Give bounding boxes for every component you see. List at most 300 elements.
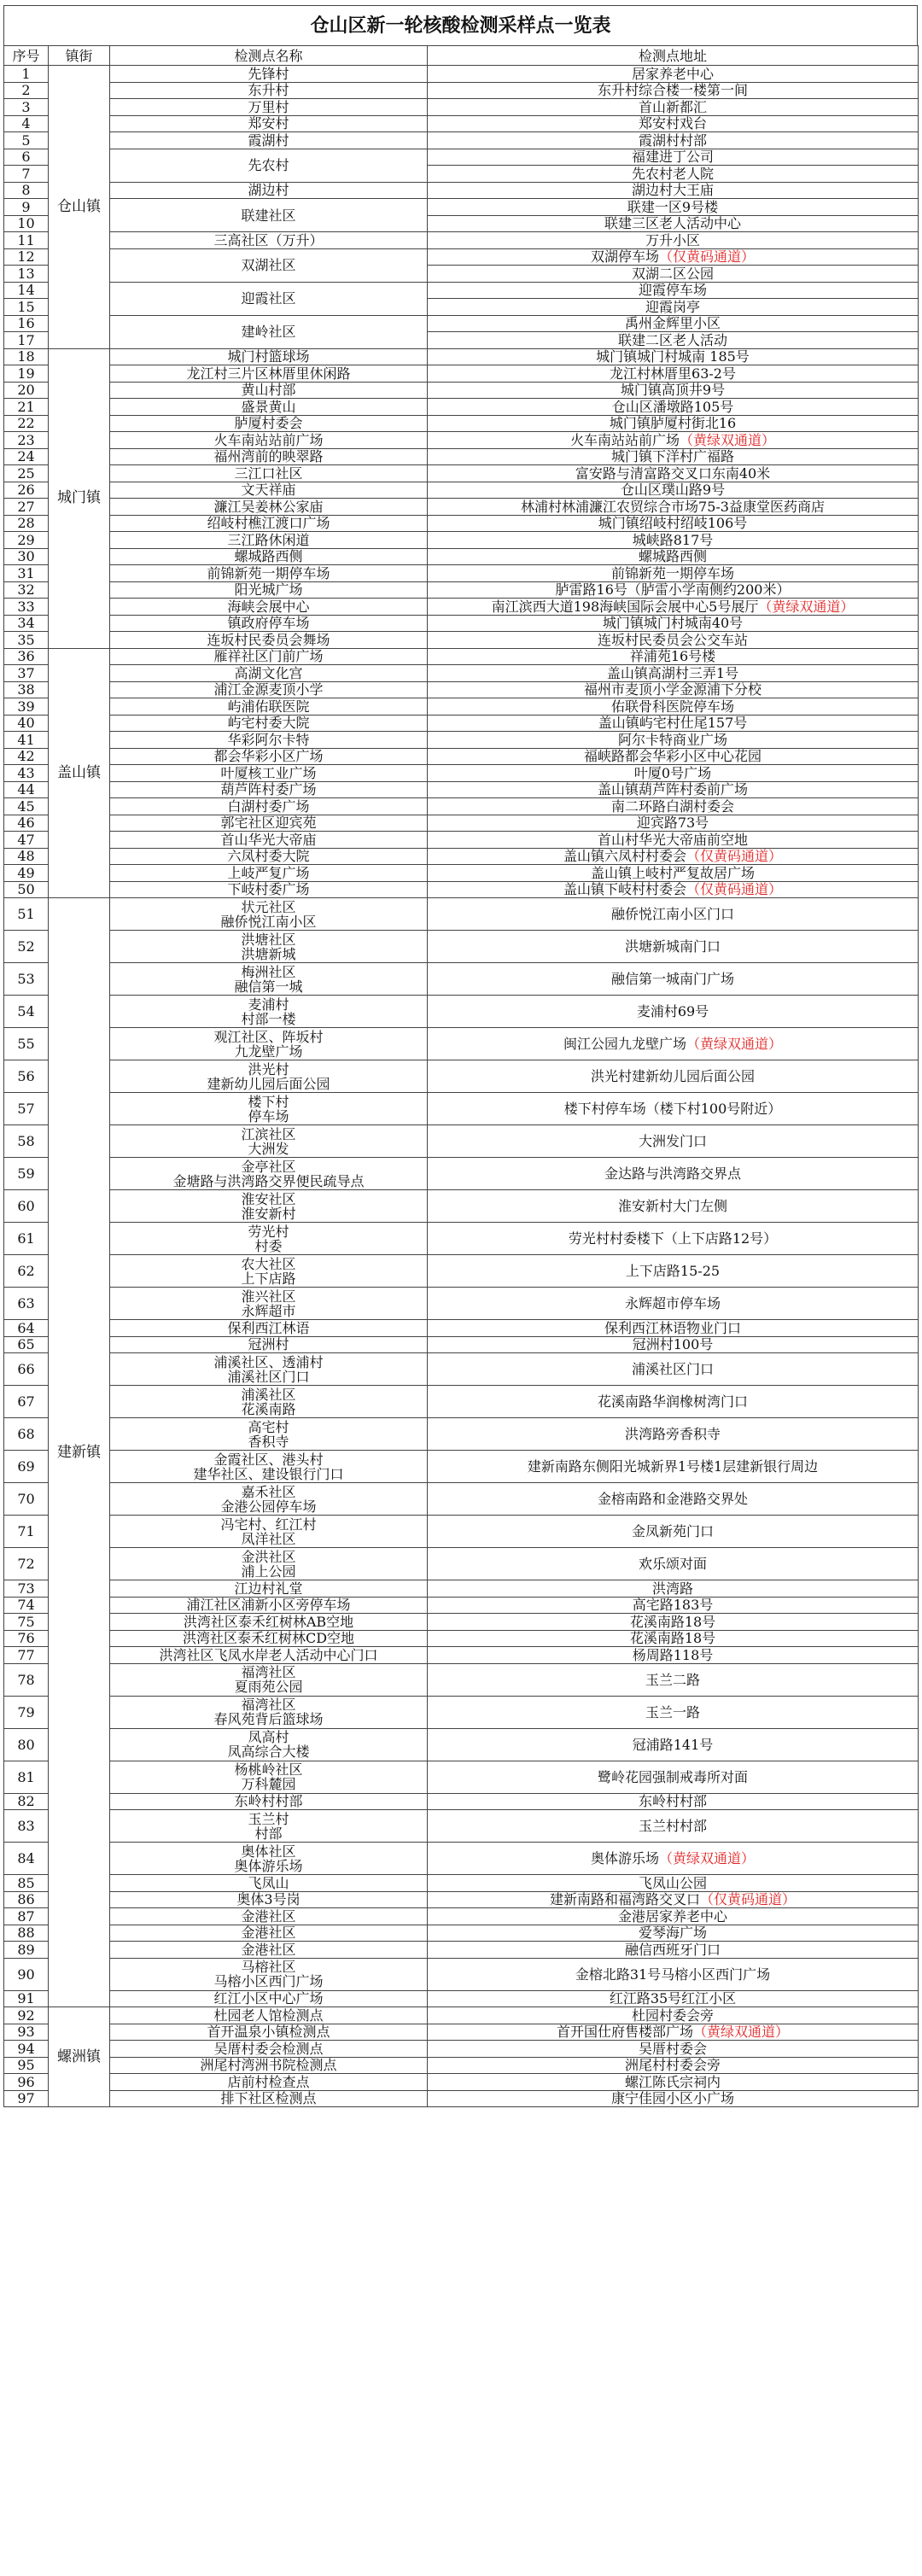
address-text: 融信西班牙门口 xyxy=(624,1941,721,1958)
table-row xyxy=(4,182,919,199)
site-name: 湖边村 xyxy=(110,182,428,199)
address-text: 佑联骨科医院停车场 xyxy=(610,698,734,715)
site-address xyxy=(428,1925,919,1942)
table-row xyxy=(4,1548,919,1580)
site-address xyxy=(428,615,919,632)
header-no: 序号 xyxy=(4,46,49,66)
address-text: 螺江陈氏宗祠内 xyxy=(624,2073,721,2090)
table-row xyxy=(4,432,919,449)
site-address xyxy=(428,1990,919,2007)
site-name: 吴厝村委会检测点 xyxy=(110,2041,428,2058)
address-text: 欢乐颂对面 xyxy=(638,1556,707,1572)
row-number: 89 xyxy=(4,1942,49,1959)
table-row xyxy=(4,648,919,665)
site-address xyxy=(428,1483,919,1516)
site-address xyxy=(428,1386,919,1418)
site-name: 洪湾社区飞凤水岸老人活动中心门口 xyxy=(110,1647,428,1664)
table-row xyxy=(4,1483,919,1516)
town-cell: 城门镇 xyxy=(49,348,110,648)
address-text: 先农村老人院 xyxy=(631,165,714,182)
town-cell: 仓山镇 xyxy=(49,66,110,349)
row-number: 12 xyxy=(4,248,49,266)
site-name: 东升村 xyxy=(110,82,428,99)
row-number: 72 xyxy=(4,1548,49,1580)
address-text: 建新南路和福湾路交叉口 xyxy=(549,1891,700,1908)
address-text: 闽江公园九龙壁广场 xyxy=(563,1036,686,1052)
table-row xyxy=(4,748,919,765)
site-name: 观江社区、阵坂村 九龙壁广场 xyxy=(110,1028,428,1060)
row-number: 67 xyxy=(4,1386,49,1418)
site-name: 江滨社区 大洲发 xyxy=(110,1125,428,1158)
site-address xyxy=(428,1028,919,1060)
row-number: 29 xyxy=(4,532,49,549)
site-name: 梅洲社区 融信第一城 xyxy=(110,963,428,996)
site-address xyxy=(428,715,919,732)
table-row xyxy=(4,2057,919,2074)
address-text: 麦浦村69号 xyxy=(636,1003,709,1019)
site-name: 郭宅社区迎宾苑 xyxy=(110,815,428,832)
table-row xyxy=(4,1418,919,1451)
site-address xyxy=(428,1353,919,1386)
site-name: 劳光村 村委 xyxy=(110,1223,428,1255)
address-text: 花溪南路华润橡树湾门口 xyxy=(597,1393,748,1410)
site-name: 金霞社区、港头村 建华社区、建设银行门口 xyxy=(110,1451,428,1483)
site-address xyxy=(428,266,919,283)
site-address xyxy=(428,515,919,532)
site-name: 店前村检查点 xyxy=(110,2074,428,2091)
page-title: 仓山区新一轮核酸检测采样点一览表 xyxy=(3,5,918,45)
site-name: 六凤村委大院 xyxy=(110,848,428,865)
site-name: 高宅村 香积寺 xyxy=(110,1418,428,1451)
site-name: 胪厦村委会 xyxy=(110,415,428,432)
table-row xyxy=(4,1761,919,1793)
header-address: 检测点地址 xyxy=(428,46,919,66)
row-number: 8 xyxy=(4,182,49,199)
row-number: 70 xyxy=(4,1483,49,1516)
site-name: 状元社区 融侨悦江南小区 xyxy=(110,898,428,931)
row-number: 53 xyxy=(4,963,49,996)
site-name: 都会华彩小区广场 xyxy=(110,748,428,765)
channel-note: （仅黄码通道） xyxy=(659,248,756,266)
site-address xyxy=(428,781,919,798)
row-number: 45 xyxy=(4,798,49,815)
site-address xyxy=(428,1843,919,1875)
site-name: 屿浦佑联医院 xyxy=(110,698,428,716)
sampling-site-table xyxy=(3,45,919,2107)
address-text: 杨周路118号 xyxy=(632,1646,714,1663)
table-row xyxy=(4,532,919,549)
site-address xyxy=(428,399,919,416)
table-row xyxy=(4,1647,919,1664)
table-row xyxy=(4,1093,919,1125)
site-name: 三高社区（万升） xyxy=(110,232,428,249)
site-name: 玉兰村 村部 xyxy=(110,1810,428,1843)
site-address xyxy=(428,798,919,815)
row-number: 59 xyxy=(4,1158,49,1190)
address-text: 阿尔卡特商业广场 xyxy=(617,731,727,748)
site-address xyxy=(428,1418,919,1451)
row-number: 28 xyxy=(4,515,49,532)
row-number: 80 xyxy=(4,1728,49,1761)
address-text: 保利西江林语物业门口 xyxy=(604,1319,741,1336)
row-number: 3 xyxy=(4,99,49,116)
row-number: 4 xyxy=(4,115,49,132)
table-row xyxy=(4,1925,919,1942)
row-number: 23 xyxy=(4,432,49,449)
site-name: 三江口社区 xyxy=(110,465,428,482)
row-number: 65 xyxy=(4,1336,49,1353)
address-text: 城门镇城门村城南 185号 xyxy=(596,348,750,365)
site-address xyxy=(428,166,919,183)
table-row xyxy=(4,815,919,832)
site-name: 浦溪社区 花溪南路 xyxy=(110,1386,428,1418)
header-town: 镇街 xyxy=(49,46,110,66)
site-name: 高湖文化宫 xyxy=(110,665,428,682)
site-name: 先锋村 xyxy=(110,66,428,83)
row-number: 27 xyxy=(4,499,49,516)
table-row xyxy=(4,465,919,482)
site-address xyxy=(428,848,919,865)
table-row xyxy=(4,82,919,99)
address-text: 城门镇高顶井9号 xyxy=(620,382,726,399)
address-text: 城门镇胪厦村街北16 xyxy=(609,415,737,432)
row-number: 86 xyxy=(4,1891,49,1908)
address-text: 盖山镇下岐村村委会 xyxy=(563,881,686,898)
row-number: 56 xyxy=(4,1060,49,1093)
row-number: 15 xyxy=(4,299,49,316)
table-row xyxy=(4,848,919,865)
address-text: 飞凤山公园 xyxy=(638,1874,707,1891)
site-address xyxy=(428,2007,919,2024)
address-text: 联建三区老人活动中心 xyxy=(604,215,741,232)
table-row xyxy=(4,2024,919,2041)
address-text: 居家养老中心 xyxy=(631,65,714,82)
table-row xyxy=(4,232,919,249)
site-name: 浦江金源麦顶小学 xyxy=(110,681,428,698)
site-name: 金港社区 xyxy=(110,1925,428,1942)
site-address xyxy=(428,1663,919,1696)
table-row xyxy=(4,99,919,116)
row-number: 93 xyxy=(4,2024,49,2041)
row-number: 26 xyxy=(4,482,49,499)
site-address xyxy=(428,815,919,832)
site-address xyxy=(428,996,919,1028)
table-row xyxy=(4,1320,919,1337)
row-number: 85 xyxy=(4,1875,49,1892)
address-text: 叶厦0号广场 xyxy=(633,764,712,781)
site-address xyxy=(428,1223,919,1255)
row-number: 64 xyxy=(4,1320,49,1337)
table-row xyxy=(4,681,919,698)
site-address xyxy=(428,732,919,749)
row-number: 20 xyxy=(4,382,49,399)
row-number: 46 xyxy=(4,815,49,832)
address-text: 金港居家养老中心 xyxy=(617,1907,727,1925)
site-address xyxy=(428,149,919,166)
address-text: 上下店路15-25 xyxy=(625,1263,721,1279)
row-number: 14 xyxy=(4,282,49,299)
site-address xyxy=(428,1516,919,1548)
address-text: 盖山镇葫芦阵村委前广场 xyxy=(597,781,748,798)
row-number: 96 xyxy=(4,2074,49,2091)
address-text: 火车南站站前广场 xyxy=(569,431,680,448)
row-number: 21 xyxy=(4,399,49,416)
table-row xyxy=(4,1630,919,1647)
site-address xyxy=(428,415,919,432)
town-cell: 建新镇 xyxy=(49,898,110,2007)
site-name: 阳光城广场 xyxy=(110,581,428,599)
site-address xyxy=(428,1630,919,1647)
channel-note: （仅黄码通道） xyxy=(686,848,783,865)
site-address xyxy=(428,532,919,549)
site-name: 连坂村民委员会舞场 xyxy=(110,632,428,649)
site-address xyxy=(428,199,919,216)
site-name: 凤高村 凤高综合大楼 xyxy=(110,1728,428,1761)
site-address xyxy=(428,1288,919,1320)
site-address xyxy=(428,1810,919,1843)
site-name: 洪塘社区 洪塘新城 xyxy=(110,931,428,963)
row-number: 63 xyxy=(4,1288,49,1320)
table-row xyxy=(4,1451,919,1483)
address-text: 城门镇城门村城南40号 xyxy=(602,615,744,632)
table-row xyxy=(4,765,919,782)
site-name: 白湖村委广场 xyxy=(110,798,428,815)
address-text: 盖山镇屿宅村仕尾157号 xyxy=(598,715,748,732)
address-text: 禹州金辉里小区 xyxy=(624,315,721,332)
address-text: 奥体游乐场 xyxy=(590,1850,659,1866)
table-row xyxy=(4,996,919,1028)
site-name: 叶厦核工业广场 xyxy=(110,765,428,782)
site-address xyxy=(428,215,919,232)
site-address xyxy=(428,99,919,116)
site-address xyxy=(428,1761,919,1793)
address-text: 玉兰一路 xyxy=(645,1703,700,1720)
row-number: 48 xyxy=(4,848,49,865)
address-text: 洪湾路旁香积寺 xyxy=(624,1426,721,1442)
table-row xyxy=(4,1728,919,1761)
site-name: 绍岐村樵江渡口广场 xyxy=(110,515,428,532)
site-name: 联建社区 xyxy=(110,199,428,232)
table-row xyxy=(4,282,919,299)
site-address xyxy=(428,963,919,996)
site-name: 火车南站站前广场 xyxy=(110,432,428,449)
site-name: 城门村篮球场 xyxy=(110,348,428,365)
table-row xyxy=(4,1353,919,1386)
address-text: 富安路与清富路交叉口东南40米 xyxy=(575,464,771,482)
site-address xyxy=(428,66,919,83)
address-text: 南江滨西大道198海峡国际会展中心5号展厅 xyxy=(491,598,759,615)
table-row xyxy=(4,1190,919,1223)
table-row xyxy=(4,963,919,996)
channel-note: （黄绿双通道） xyxy=(686,1036,783,1052)
table-row xyxy=(4,1336,919,1353)
site-address xyxy=(428,248,919,266)
site-address xyxy=(428,765,919,782)
table-row xyxy=(4,315,919,332)
address-text: 建新南路东侧阳光城新界1号楼1层建新银行周边 xyxy=(527,1458,819,1475)
site-address xyxy=(428,599,919,616)
table-row xyxy=(4,1158,919,1190)
site-name: 双湖社区 xyxy=(110,248,428,282)
row-number: 90 xyxy=(4,1958,49,1990)
site-name: 黄山村部 xyxy=(110,382,428,399)
site-name: 洪湾社区泰禾红树林CD空地 xyxy=(110,1630,428,1647)
town-cell: 盖山镇 xyxy=(49,648,110,898)
table-row xyxy=(4,1843,919,1875)
row-number: 50 xyxy=(4,881,49,898)
site-address xyxy=(428,499,919,516)
site-address xyxy=(428,432,919,449)
row-number: 97 xyxy=(4,2090,49,2107)
site-address xyxy=(428,898,919,931)
site-address xyxy=(428,832,919,849)
address-text: 仓山区璞山路9号 xyxy=(620,482,726,499)
table-row xyxy=(4,1810,919,1843)
row-number: 47 xyxy=(4,832,49,849)
row-number: 39 xyxy=(4,698,49,716)
table-row xyxy=(4,1891,919,1908)
row-number: 87 xyxy=(4,1908,49,1925)
site-address xyxy=(428,1125,919,1158)
address-text: 龙江村林厝里63-2号 xyxy=(610,365,736,382)
table-row xyxy=(4,448,919,465)
table-row xyxy=(4,1028,919,1060)
site-address xyxy=(428,232,919,249)
site-name: 盛景黄山 xyxy=(110,399,428,416)
table-row xyxy=(4,898,919,931)
address-text: 南二环路白湖村委会 xyxy=(610,797,734,815)
site-name: 龙江村三片区林厝里休闲路 xyxy=(110,365,428,383)
table-row xyxy=(4,1597,919,1614)
address-text: 迎霞岗亭 xyxy=(645,298,700,315)
site-address xyxy=(428,1875,919,1892)
row-number: 84 xyxy=(4,1843,49,1875)
site-address xyxy=(428,1060,919,1093)
row-number: 76 xyxy=(4,1630,49,1647)
site-address xyxy=(428,332,919,349)
address-text: 联建一区9号楼 xyxy=(627,198,719,215)
table-row xyxy=(4,832,919,849)
address-text: 万升小区 xyxy=(645,231,700,248)
table-row xyxy=(4,1942,919,1959)
address-text: 林浦村林浦濂江农贸综合市场75-3益康堂医药商店 xyxy=(521,498,825,515)
address-text: 霞湖村村部 xyxy=(638,131,707,149)
site-name: 金亭社区 金塘路与洪湾路交界便民疏导点 xyxy=(110,1158,428,1190)
site-address xyxy=(428,1548,919,1580)
site-name: 镇政府停车场 xyxy=(110,615,428,632)
row-number: 1 xyxy=(4,66,49,83)
address-text: 永辉超市停车场 xyxy=(624,1295,721,1311)
address-text: 爱琴海广场 xyxy=(638,1925,707,1942)
site-address xyxy=(428,2057,919,2074)
row-number: 7 xyxy=(4,166,49,183)
site-name: 首开温泉小镇检测点 xyxy=(110,2024,428,2041)
site-address xyxy=(428,698,919,716)
table-row xyxy=(4,515,919,532)
site-address xyxy=(428,2024,919,2041)
address-text: 双湖停车场 xyxy=(590,248,659,266)
table-row xyxy=(4,1908,919,1925)
site-name: 上岐严复广场 xyxy=(110,865,428,882)
row-number: 62 xyxy=(4,1255,49,1288)
address-text: 康宁佳园小区小广场 xyxy=(610,2090,734,2107)
site-address xyxy=(428,1908,919,1925)
address-text: 福建进丁公司 xyxy=(631,149,714,166)
address-text: 福峡路都会华彩小区中心花园 xyxy=(583,748,762,765)
address-text: 冠浦路141号 xyxy=(632,1736,714,1753)
table-row xyxy=(4,1696,919,1728)
site-name: 金港社区 xyxy=(110,1908,428,1925)
site-name: 农大社区 上下店路 xyxy=(110,1255,428,1288)
row-number: 32 xyxy=(4,581,49,599)
table-row xyxy=(4,2007,919,2024)
row-number: 19 xyxy=(4,365,49,383)
table-row xyxy=(4,632,919,649)
address-text: 迎宾路73号 xyxy=(636,815,709,832)
site-address xyxy=(428,1451,919,1483)
table-row xyxy=(4,399,919,416)
address-text: 双湖二区公园 xyxy=(631,265,714,282)
address-text: 前锦新苑一期停车场 xyxy=(610,564,734,581)
site-address xyxy=(428,1793,919,1810)
row-number: 81 xyxy=(4,1761,49,1793)
address-text: 吴厝村委会 xyxy=(638,2040,707,2057)
table-row xyxy=(4,1990,919,2007)
address-text: 浦溪社区门口 xyxy=(631,1361,714,1377)
address-text: 劳光村村委楼下（上下店路12号） xyxy=(568,1230,778,1247)
site-name: 建岭社区 xyxy=(110,315,428,348)
row-number: 78 xyxy=(4,1663,49,1696)
site-address xyxy=(428,1614,919,1631)
site-address xyxy=(428,115,919,132)
row-number: 30 xyxy=(4,548,49,565)
address-text: 杜园村委会旁 xyxy=(631,2006,714,2024)
site-address xyxy=(428,382,919,399)
address-text: 仓山区潘墩路105号 xyxy=(611,398,734,415)
row-number: 82 xyxy=(4,1793,49,1810)
site-address xyxy=(428,315,919,332)
row-number: 49 xyxy=(4,865,49,882)
table-row xyxy=(4,132,919,149)
site-address xyxy=(428,1891,919,1908)
address-text: 红江路35号红江小区 xyxy=(609,1990,737,2007)
address-text: 金达路与洪湾路交界点 xyxy=(604,1165,741,1182)
table-row xyxy=(4,581,919,599)
site-address xyxy=(428,2074,919,2091)
row-number: 44 xyxy=(4,781,49,798)
table-row xyxy=(4,382,919,399)
site-address xyxy=(428,1190,919,1223)
row-number: 40 xyxy=(4,715,49,732)
row-number: 9 xyxy=(4,199,49,216)
site-address xyxy=(428,299,919,316)
address-text: 东升村综合楼一楼第一间 xyxy=(597,82,748,99)
address-text: 连坂村民委员会公交车站 xyxy=(597,631,748,648)
table-row xyxy=(4,615,919,632)
table-row xyxy=(4,1125,919,1158)
site-name: 浦江社区浦新小区旁停车场 xyxy=(110,1597,428,1614)
site-address xyxy=(428,665,919,682)
site-address xyxy=(428,282,919,299)
address-text: 联建二区老人活动 xyxy=(617,331,727,348)
address-text: 首开国仕府售楼部广场 xyxy=(556,2024,693,2041)
table-row xyxy=(4,1793,919,1810)
row-number: 83 xyxy=(4,1810,49,1843)
site-name: 文天祥庙 xyxy=(110,482,428,499)
row-number: 43 xyxy=(4,765,49,782)
row-number: 61 xyxy=(4,1223,49,1255)
address-text: 首山村华光大帝庙前空地 xyxy=(597,831,748,848)
